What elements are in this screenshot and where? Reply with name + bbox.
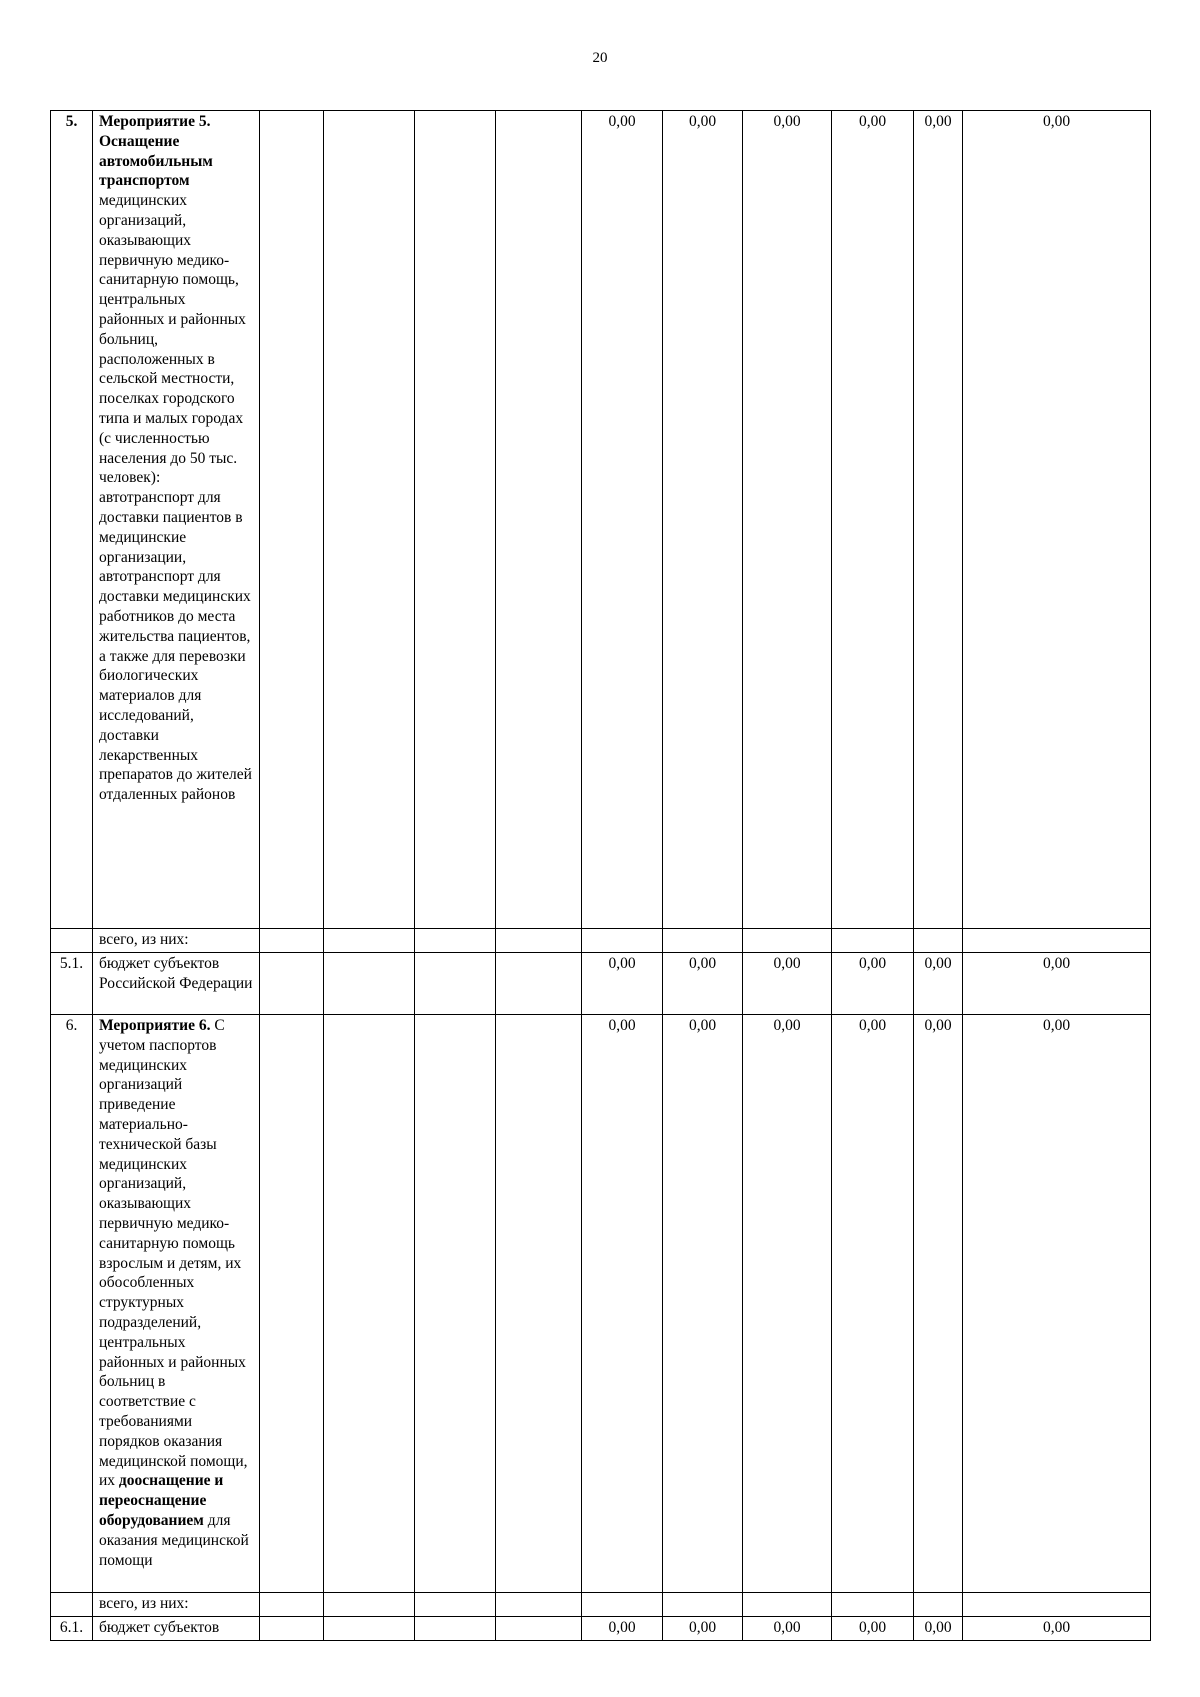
empty-cell xyxy=(415,953,496,1015)
value-cell: 0,00 xyxy=(743,953,832,1015)
empty-cell xyxy=(415,1593,496,1617)
measure-description xyxy=(93,1015,260,1593)
value-cell xyxy=(832,1593,914,1617)
value-cell: 0,00 xyxy=(832,111,914,929)
value-cell xyxy=(963,1593,1151,1617)
empty-cell xyxy=(496,953,582,1015)
empty-cell xyxy=(415,1617,496,1641)
value-cell xyxy=(582,929,663,953)
measure-description: всего, из них: xyxy=(93,929,260,953)
empty-cell xyxy=(496,929,582,953)
measure-description: бюджет субъектов Российской Федерации xyxy=(93,953,260,1015)
value-cell: 0,00 xyxy=(663,953,743,1015)
measure-description xyxy=(93,111,260,929)
value-cell: 0,00 xyxy=(832,1015,914,1593)
row-number: 6. xyxy=(51,1015,93,1593)
measure-description: бюджет субъектов xyxy=(93,1617,260,1641)
table-row xyxy=(51,111,1151,929)
value-cell: 0,00 xyxy=(963,1617,1151,1641)
value-cell xyxy=(914,1593,963,1617)
value-cell: 0,00 xyxy=(832,953,914,1015)
value-cell xyxy=(914,929,963,953)
empty-cell xyxy=(324,1593,415,1617)
empty-cell xyxy=(324,953,415,1015)
value-cell: 0,00 xyxy=(963,111,1151,929)
value-cell xyxy=(663,929,743,953)
measure-text: медицинских организаций, оказывающих первичную медико-санитарную помощь, центральных районных и районных больниц, расположенных в сельской местности, поселках городского типа и малых городах (с численностью населения до 50 тыс. человек): автотранспорт для доставки пациентов в медицинские организации, автотранспорт для доставки медицинских работников до места жительства пациентов, а также для перевозки биологических материалов для исследований, доставки лекарственных препаратов до жителей отдаленных районов xyxy=(99,192,252,804)
measure-description: всего, из них: xyxy=(93,1593,260,1617)
empty-cell xyxy=(415,929,496,953)
empty-cell xyxy=(496,1593,582,1617)
empty-cell xyxy=(260,929,324,953)
value-cell: 0,00 xyxy=(582,1015,663,1593)
empty-cell xyxy=(324,929,415,953)
measure-title: Мероприятие 6. xyxy=(99,1017,211,1034)
value-cell: 0,00 xyxy=(832,1617,914,1641)
measure-text: С учетом паспортов медицинских организаций приведение материально-технической базы медицинских организаций, оказывающих первичную медико-санитарную помощь взрослым и детям, их обособленных структурных подразделений, центральных районных и районных больниц в соответствие с требованиями порядков оказания медицинской помощи, их xyxy=(99,1017,248,1490)
value-cell: 0,00 xyxy=(914,1617,963,1641)
value-cell xyxy=(963,929,1151,953)
empty-cell xyxy=(415,111,496,929)
row-number: 5. xyxy=(51,111,93,929)
empty-cell xyxy=(496,111,582,929)
empty-cell xyxy=(415,1015,496,1593)
value-cell: 0,00 xyxy=(963,1015,1151,1593)
empty-cell xyxy=(324,1015,415,1593)
value-cell: 0,00 xyxy=(663,1015,743,1593)
value-cell: 0,00 xyxy=(914,953,963,1015)
value-cell: 0,00 xyxy=(743,1015,832,1593)
value-cell xyxy=(663,1593,743,1617)
table-row xyxy=(51,1593,1151,1617)
value-cell: 0,00 xyxy=(582,111,663,929)
empty-cell xyxy=(260,1617,324,1641)
value-cell: 0,00 xyxy=(914,1015,963,1593)
value-cell: 0,00 xyxy=(663,1617,743,1641)
value-cell: 0,00 xyxy=(914,111,963,929)
row-number xyxy=(51,929,93,953)
empty-cell xyxy=(496,1015,582,1593)
value-cell xyxy=(832,929,914,953)
value-cell: 0,00 xyxy=(582,953,663,1015)
empty-cell xyxy=(260,111,324,929)
table-row xyxy=(51,953,1151,1015)
empty-cell xyxy=(260,1593,324,1617)
empty-cell xyxy=(260,1015,324,1593)
row-number: 6.1. xyxy=(51,1617,93,1641)
value-cell xyxy=(743,1593,832,1617)
measure-text: для оказания медицинской помощи xyxy=(99,1511,249,1569)
value-cell: 0,00 xyxy=(663,111,743,929)
value-cell: 0,00 xyxy=(743,1617,832,1641)
empty-cell xyxy=(496,1617,582,1641)
value-cell: 0,00 xyxy=(743,111,832,929)
value-cell: 0,00 xyxy=(582,1617,663,1641)
row-number xyxy=(51,1593,93,1617)
page-number: 20 xyxy=(592,50,608,66)
value-cell: 0,00 xyxy=(963,953,1151,1015)
measure-title: Мероприятие 5. Оснащение автомобильным транспортом xyxy=(99,113,213,190)
empty-cell xyxy=(260,953,324,1015)
table-row xyxy=(51,1617,1151,1641)
row-number: 5.1. xyxy=(51,953,93,1015)
empty-cell xyxy=(324,111,415,929)
value-cell xyxy=(582,1593,663,1617)
value-cell xyxy=(743,929,832,953)
empty-cell xyxy=(324,1617,415,1641)
budget-table xyxy=(50,110,1151,1641)
table-row xyxy=(51,929,1151,953)
measure-text-bold: дооснащение и переоснащение оборудованием xyxy=(99,1472,224,1529)
table-row xyxy=(51,1015,1151,1593)
